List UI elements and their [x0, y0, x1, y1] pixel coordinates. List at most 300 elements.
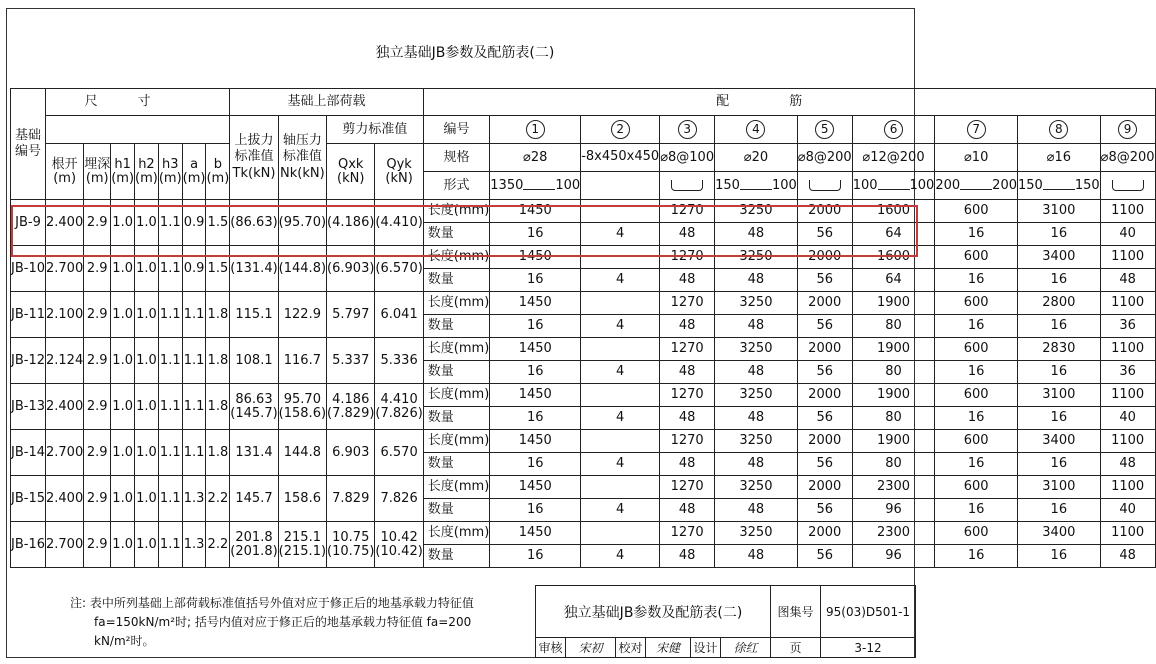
bar-quantity: 56	[797, 223, 852, 246]
qy-value: 10.42 (10.42)	[375, 522, 423, 568]
dim-value: 2.700	[46, 246, 84, 292]
dim-header-0: 根开 (m)	[46, 144, 84, 200]
bar-shape-5	[797, 172, 852, 200]
dim-value: 2.9	[84, 476, 111, 522]
quantity-label: 数量	[423, 407, 489, 430]
bar-quantity: 56	[797, 499, 852, 522]
dim-value: 2.124	[46, 338, 84, 384]
bar-length	[581, 292, 660, 315]
bar-quantity: 64	[852, 223, 935, 246]
bar-length: 2000	[797, 292, 852, 315]
bar-length	[581, 338, 660, 361]
quantity-label: 数量	[423, 499, 489, 522]
bar-length: 1100	[1100, 338, 1155, 361]
load-header: 基础上部荷载	[230, 89, 424, 116]
bar-quantity: 16	[490, 499, 581, 522]
bar-spec-2: -8x450x450	[581, 144, 660, 172]
bar-length: 1100	[1100, 200, 1155, 223]
dim-value: 1.0	[111, 292, 135, 338]
shear-header: 剪力标准值	[327, 116, 424, 144]
bar-number-circle: 9	[1118, 120, 1137, 139]
bar-spec-3: ⌀8@100	[660, 144, 715, 172]
bar-length: 600	[935, 430, 1018, 453]
table-row	[11, 338, 1156, 361]
dim-value: 2.9	[84, 246, 111, 292]
table-row	[11, 522, 1156, 545]
bar-quantity: 48	[660, 453, 715, 476]
qx-value: 10.75 (10.75)	[327, 522, 375, 568]
bar-spec-8: ⌀16	[1018, 144, 1101, 172]
uplift-value: 115.1	[230, 292, 278, 338]
base-id: JB-11	[11, 292, 46, 338]
bar-length: 1270	[660, 430, 715, 453]
uplift-value: 86.63 (145.7)	[230, 384, 278, 430]
dim-value: 2.400	[46, 384, 84, 430]
bar-quantity: 16	[1018, 545, 1101, 568]
bar-shape-9	[1100, 172, 1155, 200]
bar-length: 600	[935, 476, 1018, 499]
design-label: 设计	[691, 638, 721, 658]
quantity-label: 数量	[423, 315, 489, 338]
bar-quantity: 80	[852, 315, 935, 338]
bar-length: 2830	[1018, 338, 1101, 361]
bar-quantity: 48	[715, 315, 798, 338]
bar-quantity: 16	[935, 545, 1018, 568]
bar-length: 3250	[715, 430, 798, 453]
uplift-header: 上拔力标准值Tk(kN)	[230, 116, 278, 200]
bar-length	[581, 384, 660, 407]
qy-value: (4.410)	[375, 200, 423, 246]
qy-value: 7.826	[375, 476, 423, 522]
bar-quantity: 48	[1100, 269, 1155, 292]
bar-length: 1600	[852, 200, 935, 223]
dim-header-2: h1 (m)	[111, 144, 135, 200]
bar-quantity: 4	[581, 545, 660, 568]
dim-value: 1.0	[135, 292, 159, 338]
atlas-label: 图集号	[771, 586, 821, 638]
dim-value: 1.0	[135, 246, 159, 292]
bar-quantity: 48	[715, 407, 798, 430]
dim-value: 1.8	[206, 292, 230, 338]
bar-quantity: 16	[1018, 453, 1101, 476]
qy-value: 5.336	[375, 338, 423, 384]
compress-value: 144.8	[278, 430, 326, 476]
bar-number-5	[797, 116, 852, 144]
bar-number-circle: 7	[967, 120, 986, 139]
dim-value: 1.8	[206, 338, 230, 384]
bar-quantity: 80	[852, 407, 935, 430]
dim-header-4: h3 (m)	[158, 144, 182, 200]
dim-value: 1.1	[158, 200, 182, 246]
bar-length: 1270	[660, 246, 715, 269]
review-label: 审核	[536, 638, 566, 658]
bar-quantity: 4	[581, 269, 660, 292]
dim-value: 2.9	[84, 292, 111, 338]
dim-value: 1.1	[158, 476, 182, 522]
base-id: JB-16	[11, 522, 46, 568]
bar-quantity: 48	[715, 361, 798, 384]
uplift-value: 108.1	[230, 338, 278, 384]
bar-quantity: 16	[935, 269, 1018, 292]
bar-length: 1270	[660, 292, 715, 315]
bar-length: 600	[935, 200, 1018, 223]
bar-quantity: 16	[1018, 223, 1101, 246]
dim-value: 2.9	[84, 430, 111, 476]
bar-quantity: 16	[935, 361, 1018, 384]
dim-value: 2.100	[46, 292, 84, 338]
bar-shape-6: 100 100	[852, 172, 935, 200]
bar-shape-4: 150 100	[715, 172, 798, 200]
bar-quantity: 96	[852, 545, 935, 568]
dim-value: 1.1	[182, 384, 206, 430]
bar-length: 2000	[797, 522, 852, 545]
bar-length: 1100	[1100, 522, 1155, 545]
footer-title: 独立基础JB参数及配筋表(二)	[536, 586, 771, 638]
bar-number-circle: 3	[678, 120, 697, 139]
bar-quantity: 36	[1100, 361, 1155, 384]
bar-quantity: 48	[715, 223, 798, 246]
bar-number-4	[715, 116, 798, 144]
bar-length: 1900	[852, 430, 935, 453]
bar-quantity: 56	[797, 545, 852, 568]
compress-value: 215.1 (215.1)	[278, 522, 326, 568]
bar-quantity: 4	[581, 453, 660, 476]
dim-value: 1.0	[135, 338, 159, 384]
dim-value: 2.400	[46, 476, 84, 522]
bar-number-circle: 5	[815, 120, 834, 139]
bar-quantity: 16	[490, 223, 581, 246]
bar-number-circle: 8	[1049, 120, 1068, 139]
bar-length: 2300	[852, 476, 935, 499]
bar-quantity: 48	[660, 407, 715, 430]
dim-header-6: b (m)	[206, 144, 230, 200]
bar-shape-7: 200 200	[935, 172, 1018, 200]
bar-length: 3250	[715, 384, 798, 407]
bar-quantity: 4	[581, 361, 660, 384]
bar-length	[581, 430, 660, 453]
bar-number-circle: 1	[526, 120, 545, 139]
bar-length: 3250	[715, 522, 798, 545]
rebar-header: 配筋	[423, 89, 1155, 116]
dim-value: 1.0	[135, 384, 159, 430]
uplift-value: (86.63)	[230, 200, 278, 246]
uplift-value: 145.7	[230, 476, 278, 522]
dim-header-1: 埋深 (m)	[84, 144, 111, 200]
qx-header: Qxk (kN)	[327, 144, 375, 200]
bar-shape-drawing	[671, 180, 703, 191]
check-signature: 宋健	[646, 638, 691, 658]
qy-value: 6.041	[375, 292, 423, 338]
bar-quantity: 16	[1018, 361, 1101, 384]
bar-quantity: 48	[660, 315, 715, 338]
base-id: JB-10	[11, 246, 46, 292]
bar-length: 1450	[490, 430, 581, 453]
dim-value: 1.5	[206, 246, 230, 292]
dim-value: 1.1	[158, 338, 182, 384]
bar-length: 2000	[797, 430, 852, 453]
bar-length: 1270	[660, 200, 715, 223]
bar-length: 1270	[660, 522, 715, 545]
dim-value: 1.0	[135, 522, 159, 568]
bar-length: 3250	[715, 246, 798, 269]
bar-quantity: 48	[660, 545, 715, 568]
bar-quantity: 48	[660, 499, 715, 522]
dim-value: 2.400	[46, 200, 84, 246]
bar-length: 3250	[715, 292, 798, 315]
dim-value: 1.3	[182, 476, 206, 522]
bar-length: 600	[935, 246, 1018, 269]
bar-quantity: 16	[1018, 499, 1101, 522]
bar-length: 2000	[797, 338, 852, 361]
bar-shape-line	[740, 180, 772, 190]
bar-quantity: 16	[935, 223, 1018, 246]
qx-value: 6.903	[327, 430, 375, 476]
bar-length: 3250	[715, 338, 798, 361]
dim-value: 1.0	[111, 338, 135, 384]
bar-length: 1100	[1100, 476, 1155, 499]
size-header: 尺寸	[46, 89, 230, 116]
bar-quantity: 40	[1100, 407, 1155, 430]
dim-header-3: h2 (m)	[135, 144, 159, 200]
dim-value: 1.0	[135, 476, 159, 522]
bar-quantity: 96	[852, 499, 935, 522]
bar-length: 1270	[660, 476, 715, 499]
bar-quantity: 48	[1100, 453, 1155, 476]
bar-length: 3400	[1018, 430, 1101, 453]
bar-length: 1270	[660, 338, 715, 361]
bar-quantity: 16	[490, 269, 581, 292]
bar-quantity: 80	[852, 361, 935, 384]
base-id: JB-14	[11, 430, 46, 476]
design-signature: 徐红	[721, 638, 771, 658]
bar-length: 1450	[490, 200, 581, 223]
uplift-value: 131.4	[230, 430, 278, 476]
bar-length: 3250	[715, 200, 798, 223]
base-id: JB-15	[11, 476, 46, 522]
bar-quantity: 4	[581, 407, 660, 430]
qy-header: Qyk (kN)	[375, 144, 423, 200]
bar-shape-2	[581, 172, 660, 200]
table-row	[11, 430, 1156, 453]
bar-length	[581, 246, 660, 269]
bar-shape-1: 1350 100	[490, 172, 581, 200]
bar-length: 1450	[490, 246, 581, 269]
bar-number-6	[852, 116, 935, 144]
base-id: JB-12	[11, 338, 46, 384]
bar-quantity: 16	[1018, 269, 1101, 292]
bar-quantity: 48	[660, 269, 715, 292]
qx-value: 5.797	[327, 292, 375, 338]
dim-value: 0.9	[182, 200, 206, 246]
dim-value: 2.9	[84, 200, 111, 246]
dim-value: 1.3	[182, 522, 206, 568]
dim-value: 2.2	[206, 522, 230, 568]
table-row	[11, 200, 1156, 223]
dim-value: 2.700	[46, 522, 84, 568]
length-label: 长度(mm)	[423, 292, 489, 315]
dim-value: 2.9	[84, 522, 111, 568]
bar-quantity: 16	[490, 407, 581, 430]
bar-number-circle: 2	[611, 120, 630, 139]
qy-value: (6.570)	[375, 246, 423, 292]
bar-quantity: 64	[852, 269, 935, 292]
bar-spec-9: ⌀8@200	[1100, 144, 1155, 172]
quantity-label: 数量	[423, 545, 489, 568]
qx-value: 5.337	[327, 338, 375, 384]
bar-quantity: 16	[935, 453, 1018, 476]
bar-length	[581, 522, 660, 545]
bar-quantity: 56	[797, 407, 852, 430]
dim-value: 2.9	[84, 384, 111, 430]
bar-shape-line	[960, 180, 992, 190]
bar-length: 3100	[1018, 476, 1101, 499]
bar-length: 1900	[852, 292, 935, 315]
atlas-number: 95(03)D501-1	[821, 586, 916, 638]
dim-value: 1.0	[111, 384, 135, 430]
base-header: 基础编号	[11, 89, 46, 200]
length-label: 长度(mm)	[423, 522, 489, 545]
dim-value: 1.8	[206, 384, 230, 430]
compress-value: 116.7	[278, 338, 326, 384]
bar-quantity: 48	[1100, 545, 1155, 568]
bar-length: 3400	[1018, 246, 1101, 269]
dim-value: 1.5	[206, 200, 230, 246]
qy-value: 6.570	[375, 430, 423, 476]
page-number: 3-12	[821, 638, 916, 658]
spec-label: 规格	[423, 144, 489, 172]
bar-length: 1270	[660, 384, 715, 407]
uplift-value: (131.4)	[230, 246, 278, 292]
dim-value: 2.700	[46, 430, 84, 476]
bar-number-circle: 6	[884, 120, 903, 139]
compress-value: (95.70)	[278, 200, 326, 246]
dim-header-5: a (m)	[182, 144, 206, 200]
bar-quantity: 56	[797, 453, 852, 476]
bar-length: 1900	[852, 384, 935, 407]
qx-value: (4.186)	[327, 200, 375, 246]
code-label: 编号	[423, 116, 489, 144]
bar-quantity: 48	[715, 499, 798, 522]
bar-length: 1600	[852, 246, 935, 269]
bar-number-8	[1018, 116, 1101, 144]
parameter-table	[10, 88, 1156, 568]
bar-quantity: 16	[1018, 407, 1101, 430]
uplift-value: 201.8 (201.8)	[230, 522, 278, 568]
bar-shape-line	[1043, 180, 1075, 190]
dim-value: 1.1	[158, 384, 182, 430]
bar-length: 600	[935, 522, 1018, 545]
dim-value: 1.1	[158, 292, 182, 338]
quantity-label: 数量	[423, 223, 489, 246]
bar-length: 3100	[1018, 384, 1101, 407]
length-label: 长度(mm)	[423, 476, 489, 499]
bar-length: 3400	[1018, 522, 1101, 545]
dim-value: 1.0	[111, 522, 135, 568]
bar-number-9	[1100, 116, 1155, 144]
qx-value: (6.903)	[327, 246, 375, 292]
dim-value: 1.1	[158, 522, 182, 568]
shape-label: 形式	[423, 172, 489, 200]
bar-length: 3100	[1018, 200, 1101, 223]
dim-value: 1.1	[158, 430, 182, 476]
bar-shape-3	[660, 172, 715, 200]
compress-value: 158.6	[278, 476, 326, 522]
dim-value: 1.0	[135, 200, 159, 246]
bar-number-7	[935, 116, 1018, 144]
dim-value: 1.1	[182, 430, 206, 476]
bar-quantity: 16	[490, 315, 581, 338]
bar-length: 1900	[852, 338, 935, 361]
dim-value: 1.0	[111, 476, 135, 522]
bar-quantity: 16	[490, 453, 581, 476]
bar-length: 1100	[1100, 292, 1155, 315]
dim-value: 1.1	[182, 338, 206, 384]
table-row	[11, 384, 1156, 407]
table-row	[11, 292, 1156, 315]
compress-value: 122.9	[278, 292, 326, 338]
bar-quantity: 16	[935, 315, 1018, 338]
bar-number-2	[581, 116, 660, 144]
bar-length: 2000	[797, 384, 852, 407]
dim-value: 1.0	[111, 246, 135, 292]
bar-quantity: 16	[935, 407, 1018, 430]
base-id: JB-13	[11, 384, 46, 430]
bar-length: 600	[935, 338, 1018, 361]
dim-value: 1.0	[135, 430, 159, 476]
dim-value: 2.9	[84, 338, 111, 384]
bar-length: 2000	[797, 476, 852, 499]
bar-quantity: 56	[797, 269, 852, 292]
bar-shape-line	[878, 180, 910, 190]
bar-quantity: 56	[797, 315, 852, 338]
bar-length: 1100	[1100, 430, 1155, 453]
dim-value: 1.0	[111, 200, 135, 246]
bar-quantity: 48	[715, 545, 798, 568]
bar-quantity: 80	[852, 453, 935, 476]
bar-number-3	[660, 116, 715, 144]
qx-value: 7.829	[327, 476, 375, 522]
bar-spec-1: ⌀28	[490, 144, 581, 172]
bar-length: 600	[935, 292, 1018, 315]
bar-length: 2000	[797, 200, 852, 223]
bar-shape-drawing	[1112, 180, 1144, 191]
bar-length: 2800	[1018, 292, 1101, 315]
qy-value: 4.410 (7.826)	[375, 384, 423, 430]
table-note: 注: 表中所列基础上部荷载标准值括号外值对应于修正后的地基承载力特征值 fa=150kN/m²时; 括号内值对应于修正后的地基承载力特征值 fa=200 kN/m²时。	[70, 596, 474, 648]
page-title: 独立基础JB参数及配筋表(二)	[375, 45, 555, 61]
table-row	[11, 246, 1156, 269]
dim-value: 1.1	[158, 246, 182, 292]
bar-length: 2300	[852, 522, 935, 545]
quantity-label: 数量	[423, 269, 489, 292]
length-label: 长度(mm)	[423, 430, 489, 453]
bar-length: 1100	[1100, 384, 1155, 407]
quantity-label: 数量	[423, 361, 489, 384]
length-label: 长度(mm)	[423, 246, 489, 269]
bar-length: 1450	[490, 384, 581, 407]
dim-value: 0.9	[182, 246, 206, 292]
page-label: 页	[771, 638, 821, 658]
dim-value: 1.0	[111, 430, 135, 476]
bar-number-circle: 4	[746, 120, 765, 139]
compress-value: 95.70 (158.6)	[278, 384, 326, 430]
bar-shape-drawing	[809, 180, 841, 191]
length-label: 长度(mm)	[423, 200, 489, 223]
bar-shape-line	[523, 180, 555, 190]
bar-quantity: 40	[1100, 223, 1155, 246]
check-label: 校对	[616, 638, 646, 658]
title-block	[535, 585, 916, 658]
